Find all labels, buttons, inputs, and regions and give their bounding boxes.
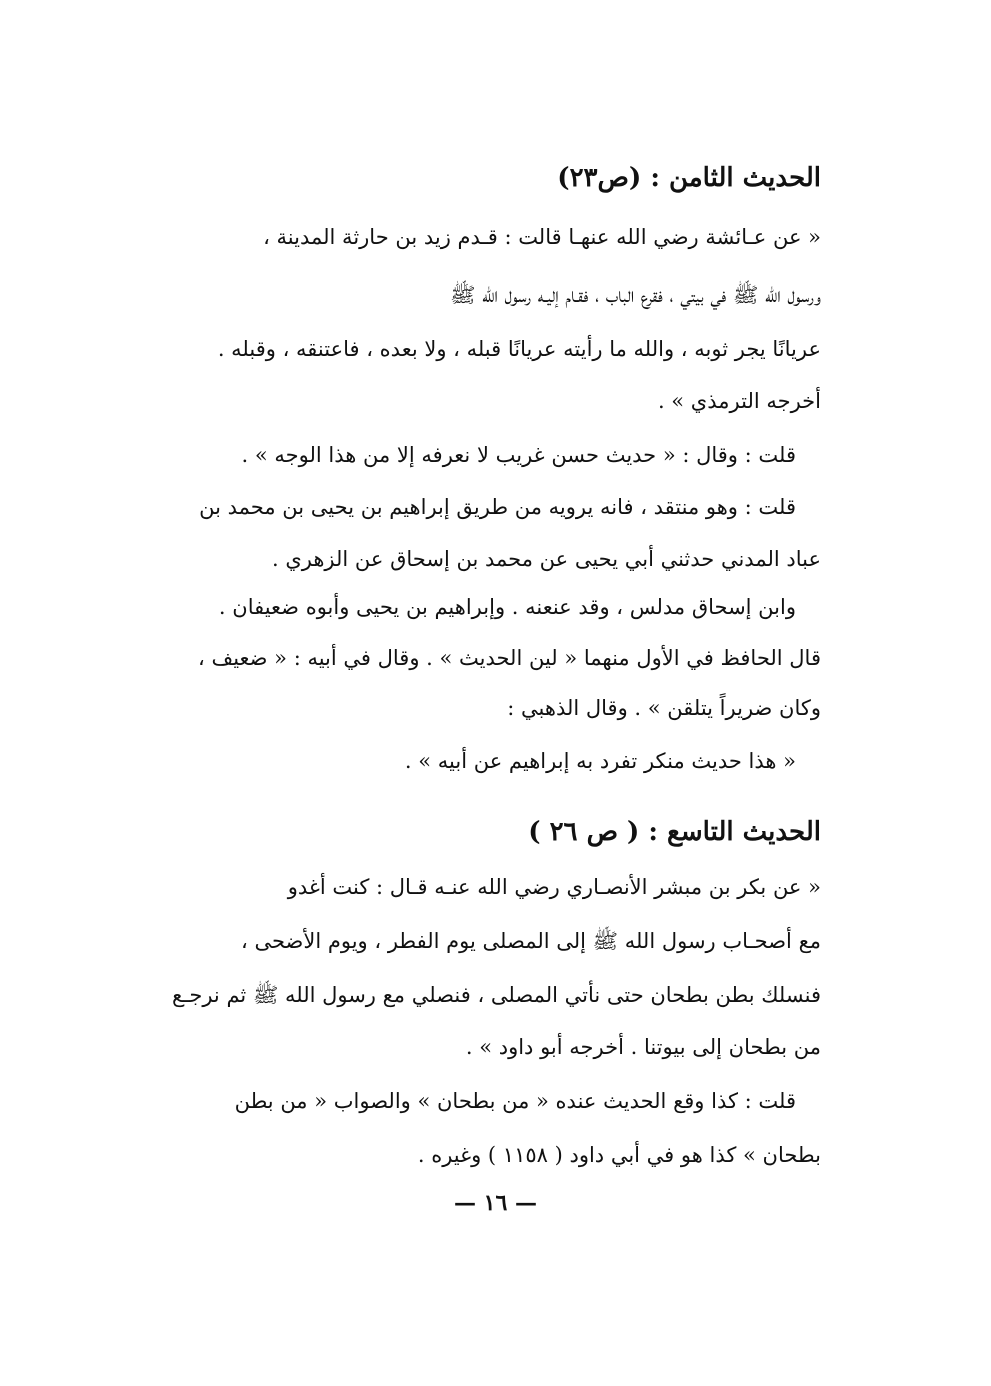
hadith-8-note-3: عباد المدني حدثني أبي يحيى عن محمد بن إسحاق عن الزهري . (271, 547, 821, 571)
hadith-8-note-4: وابن إسحاق مدلس ، وقد عنعنه . وإبراهيم بن يحيى وأبوه ضعيفان . (218, 595, 796, 619)
hadith-8-line-1: « عن عـائشة رضي الله عنهـا قالت : قـدم زيد بن حارثة المدينة ، (263, 225, 821, 249)
hadith-8-line-2: ورسول الله ﷺ في بيتي ، فقرع الباب ، فقـام إليـه رسول الله ﷺ (450, 283, 821, 307)
page-number: — ١٦ — (454, 1190, 537, 1216)
hadith-9-line-1: « عن بكر بن مبشر الأنصـاري رضي الله عنـه قـال : كنت أغدو (287, 875, 821, 899)
hadith-9-line-2: مع أصحـاب رسول الله ﷺ إلى المصلى يوم الفطر ، ويوم الأضحى ، (241, 929, 821, 953)
hadith-8-note-6: وكان ضريراً يتلقن » . وقال الذهبي : (507, 696, 821, 720)
hadith-8-line-4: أخرجه الترمذي » . (657, 389, 821, 413)
hadith-9-note-2: بطحان » كذا هو في أبي داود ( ١١٥٨ ) وغيره . (417, 1143, 821, 1167)
hadith-8-note-2: قلت : وهو منتقد ، فانه يرويه من طريق إبراهيم بن يحيى بن محمد بن (199, 495, 796, 519)
hadith-9-line-3: فنسلك بطن بطحان حتى نأتي المصلى ، فنصلي مع رسول الله ﷺ ثم نرجـع (172, 983, 821, 1007)
hadith-8-line-3: عريانًا يجر ثوبه ، والله ما رأيته عريانًا قبله ، ولا بعده ، فاعتنقه ، وقبله . (217, 337, 821, 361)
hadith-9-line-4: من بطحان إلى بيوتنا . أخرجه أبو داود » . (465, 1035, 821, 1059)
hadith-9-heading: الحديث التاسع : ( ص ٢٦ ) (528, 817, 821, 847)
hadith-8-note-5: قال الحافظ في الأول منهما « لين الحديث » . وقال في أبيه : « ضعيف ، (198, 646, 821, 670)
hadith-8-heading: الحديث الثامن : (ص٢٣) (557, 163, 821, 193)
hadith-9-note-1: قلت : كذا وقع الحديث عنده « من بطحان » والصواب « من بطن (234, 1089, 796, 1113)
hadith-8-note-7: « هذا حديث منكر تفرد به إبراهيم عن أبيه » . (404, 749, 796, 773)
hadith-8-note-1: قلت : وقال : « حديث حسن غريب لا نعرفه إلا من هذا الوجه » . (241, 443, 796, 467)
